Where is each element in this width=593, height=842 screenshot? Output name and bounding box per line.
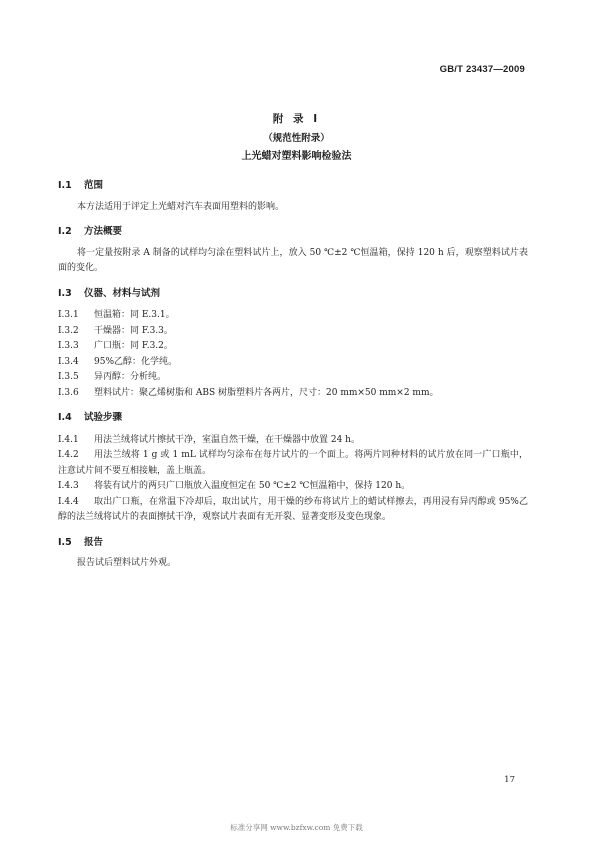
list-item: I.3.6 塑料试片：聚乙烯树脂和 ABS 树脂塑料片各两片，尺寸：20 mm×50 mm×2 mm。 [58, 387, 439, 398]
list-item: I.4.4 取出广口瓶，在常温下冷却后，取出试片，用干燥的纱布将试片上的蜡试样擦去，再用浸有异丙醇或 95%乙醇的法兰绒将试片的表面擦拭干净，观察试片表面有无开裂、显著变形及变色现象。 [58, 496, 528, 522]
list-item: I.3.4 95%乙醇：化学纯。 [58, 356, 178, 367]
section-heading: I.2 方法概要 [58, 226, 123, 237]
list-item: I.4.3 将装有试片的两只广口瓶放入温度恒定在 50 ℃±2 ℃恒温箱中，保持 120 h。 [58, 481, 411, 491]
list-item: I.4.2 用法兰绒将 1 g 或 1 mL 试样均匀涂布在每片试片的一个面上。将两片同种材料的试片放在同一广口瓶中，注意试片间不要互相接触，盖上瓶盖。 [58, 450, 528, 476]
section-report [58, 535, 528, 572]
paragraph: 将一定量按附录 A 制备的试样均匀涂在塑料试片上，放入 50 ℃±2 ℃恒温箱，保持 120 h 后，观察塑料试片表面的变化。 [58, 247, 528, 273]
standard-code: GB/T 23437—2009 [439, 64, 525, 75]
page-number: 17 [504, 775, 515, 785]
section-procedure [58, 410, 528, 526]
footer-watermark: 标准分享网 www.bzfxw.com 免费下载 [230, 823, 363, 832]
list-item: I.3.2 干燥器：同 F.3.3。 [58, 325, 173, 336]
section-apparatus [58, 286, 528, 402]
section-method-summary [58, 224, 528, 277]
annex-label: 附 录 I [272, 113, 321, 125]
annex-title-block [0, 112, 593, 165]
document-body [58, 178, 528, 581]
list-item: I.3.5 异丙醇：分析纯。 [58, 372, 167, 382]
paragraph: 报告试后塑料试片外观。 [77, 558, 177, 568]
list-item: I.3.3 广口瓶：同 F.3.2。 [58, 341, 173, 351]
section-heading: I.4 试验步骤 [58, 412, 123, 423]
annex-title: 上光蜡对塑料影响检验法 [241, 151, 352, 162]
section-heading: I.1 范围 [58, 180, 104, 191]
annex-type: （规范性附录） [263, 133, 330, 144]
section-heading: I.5 报告 [58, 536, 104, 548]
list-item: I.4.1 用法兰绒将试片擦拭干净，室温自然干燥，在干燥器中放置 24 h。 [58, 434, 360, 445]
section-scope [58, 178, 528, 215]
section-heading: I.3 仪器、材料与试剂 [58, 287, 161, 299]
list-item: I.3.1 恒温箱：同 E.3.1。 [58, 310, 175, 320]
paragraph: 本方法适用于评定上光蜡对汽车表面用塑料的影响。 [77, 201, 285, 212]
